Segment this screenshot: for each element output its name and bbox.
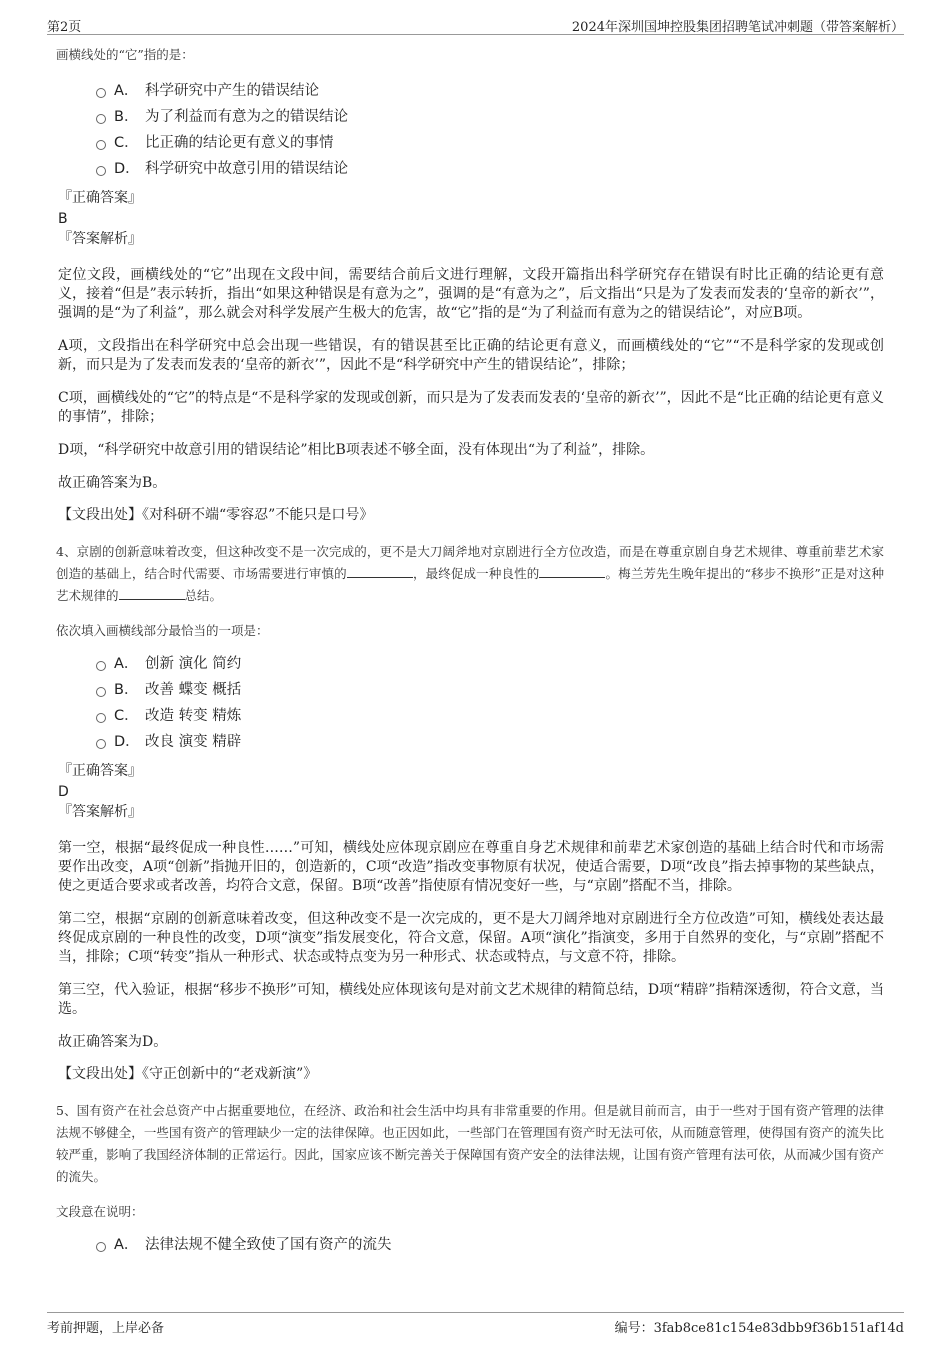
q4-analysis-3: 第三空，代入验证，根据“移步不换形”可知，横线处应体现该句是对前文艺术规律的精简总结，D项“精辟”指精深透彻，符合文意，当选。 bbox=[58, 982, 884, 1017]
radio-icon[interactable] bbox=[96, 739, 106, 749]
q4-option-b[interactable]: B． 改善 蝶变 概括 bbox=[96, 677, 884, 703]
q3-option-a[interactable]: A． 科学研究中产生的错误结论 bbox=[96, 78, 884, 104]
q3-prompt: 画横线处的“它”指的是： bbox=[56, 47, 194, 62]
radio-icon[interactable] bbox=[96, 687, 106, 697]
q4-prompt: 依次填入画横线部分最恰当的一项是： bbox=[56, 623, 269, 638]
q4-answer-label: 『正确答案』 bbox=[58, 763, 142, 779]
q4-conclusion: 故正确答案为D。 bbox=[58, 1034, 168, 1050]
q3-analysis-1: 定位文段，画横线处的“它”出现在文段中间，需要结合前后文进行理解，文段开篇指出科学研究存在错误有时比正确的结论更有意义，接着“但是”表示转折，指出“如果这种错误是有意为之”，强调的是“有意为之”，后文指出“只是为了发表而发表的‘皇帝的新衣’”，强调的是“为了利益”，那么就会对科学发展产生极大的危害，故“它”指的是“为了利益而有意为之的错误结论”，对应B项。 bbox=[58, 267, 884, 321]
q5-options bbox=[96, 1232, 884, 1258]
radio-icon[interactable] bbox=[96, 140, 106, 150]
q4-source: 【文段出处】《守正创新中的“老戏新演”》 bbox=[58, 1066, 318, 1082]
blank-line[interactable] bbox=[347, 565, 413, 578]
q3-analysis-3: C项，画横线处的“它”的特点是“不是科学家的发现或创新，而只是为了发表而发表的‘皇帝的新衣’”，因此不是“比正确的结论更有意义的事情”，排除； bbox=[58, 390, 884, 425]
q3-options bbox=[96, 78, 884, 182]
q4-option-c[interactable]: C． 改造 转变 精炼 bbox=[96, 703, 884, 729]
radio-icon[interactable] bbox=[96, 88, 106, 98]
q5-stem: 5、国有资产在社会总资产中占据重要地位，在经济、政治和社会生活中均具有非常重要的作用。但是就目前而言，由于一些对于国有资产管理的法律法规不够健全，一些国有资产的管理缺少一定的法律保障。也正因如此，一些部门在管理国有资产时无法可依，从而随意管理，使得国有资产的流失比较严重，影响了我国经济体制的正常运行。因此，国家应该不断完善关于保障国有资产安全的法律法规，让国有资产管理有法可依，从而减少国有资产的流失。 bbox=[56, 1103, 884, 1184]
q5-option-a[interactable]: A． 法律法规不健全致使了国有资产的流失 bbox=[96, 1232, 884, 1258]
q4-analysis-2: 第二空，根据“京剧的创新意味着改变，但这种改变不是一次完成的，更不是大刀阔斧地对京剧进行全方位改造”可知，横线处表达最终促成京剧的一种良性的改变，D项“演变”指发展变化，符合文意，保留。A项“演化”指演变，多用于自然界的变化，与“京剧”搭配不当，排除；C项“转变”指从一种形式、状态或特点变为另一种形式、状态或特点，与文意不符，排除。 bbox=[58, 911, 884, 965]
radio-icon[interactable] bbox=[96, 713, 106, 723]
blank-line[interactable] bbox=[539, 565, 605, 578]
radio-icon[interactable] bbox=[96, 114, 106, 124]
q5-prompt: 文段意在说明： bbox=[56, 1204, 144, 1219]
q3-option-c[interactable]: C． 比正确的结论更有意义的事情 bbox=[96, 130, 884, 156]
q4-options bbox=[96, 651, 884, 755]
q4-option-d[interactable]: D． 改良 演变 精辟 bbox=[96, 729, 884, 755]
page-footer bbox=[47, 1312, 904, 1335]
q3-analysis-4: D项，“科学研究中故意引用的错误结论”相比B项表述不够全面，没有体现出“为了利益”，排除。 bbox=[58, 442, 655, 458]
document-id: 编号：3fab8ce81c154e83dbb9f36b151af14d bbox=[614, 1321, 904, 1336]
q3-option-d[interactable]: D． 科学研究中故意引用的错误结论 bbox=[96, 156, 884, 182]
page-number: 第2页 bbox=[47, 20, 82, 35]
document-title: 2024年深圳国坤控股集团招聘笔试冲刺题（带答案解析） bbox=[571, 20, 904, 35]
q4-analysis-1: 第一空，根据“最终促成一种良性……”可知，横线处应体现京剧应在尊重自身艺术规律和前辈艺术家创造的基础上结合时代和市场需要作出改变，A项“创新”指抛开旧的，创造新的，C项“改造”指改变事物原有状况，使适合需要，D项“改良”指去掉事物的某些缺点，使之更适合要求或者改善，均符合文意，保留。B项“改善”指使原有情况变好一些，与“京剧”搭配不当，排除。 bbox=[58, 840, 884, 894]
q4-answer: D bbox=[58, 784, 69, 800]
radio-icon[interactable] bbox=[96, 1242, 106, 1252]
footer-slogan: 考前押题，上岸必备 bbox=[47, 1321, 165, 1336]
q3-analysis-label: 『答案解析』 bbox=[58, 231, 142, 247]
q3-analysis-2: A项，文段指出在科学研究中总会出现一些错误，有的错误甚至比正确的结论更有意义，而画横线处的“它”“不是科学家的发现或创新，而只是为了发表而发表的‘皇帝的新衣’”，因此不是“科学研究中产生的错误结论”，排除； bbox=[58, 338, 884, 373]
radio-icon[interactable] bbox=[96, 166, 106, 176]
q3-option-b[interactable]: B． 为了利益而有意为之的错误结论 bbox=[96, 104, 884, 130]
main-content bbox=[56, 44, 884, 1258]
q4-stem: 4、京剧的创新意味着改变，但这种改变不是一次完成的，更不是大刀阔斧地对京剧进行全方位改造，而是在尊重京剧自身艺术规律、尊重前辈艺术家创造的基础上，结合时代需要、市场需要进行审慎的 ，最终促成一种良性的 。梅兰芳先生晚年提出的“移步不换形”正是对这种艺术规律的 总结。 bbox=[56, 544, 884, 603]
page-header bbox=[47, 12, 904, 35]
q3-source: 【文段出处】《对科研不端“零容忍”不能只是口号》 bbox=[58, 507, 374, 523]
blank-line[interactable] bbox=[119, 587, 185, 600]
q3-answer-label: 『正确答案』 bbox=[58, 190, 142, 206]
q4-option-a[interactable]: A． 创新 演化 简约 bbox=[96, 651, 884, 677]
q3-conclusion: 故正确答案为B。 bbox=[58, 475, 167, 491]
radio-icon[interactable] bbox=[96, 661, 106, 671]
q3-answer: B bbox=[58, 211, 68, 227]
q4-analysis-label: 『答案解析』 bbox=[58, 804, 142, 820]
